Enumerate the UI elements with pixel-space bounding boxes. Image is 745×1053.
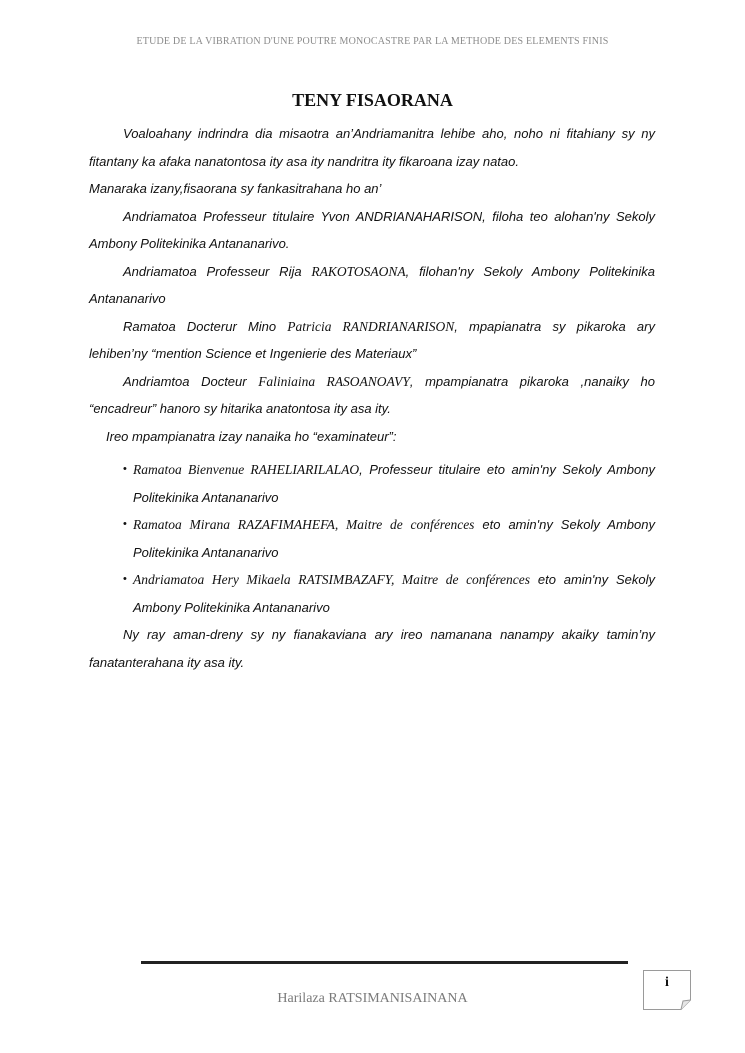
bullet-icon: • [123,518,127,530]
examiner-role: eto amin'ny Sekoly Ambony Politekinika Antananarivo [133,517,655,560]
paragraph-examiners-lead: Ireo mpampianatra izay nanaika ho “examinateur”: [106,428,397,444]
paragraph-mention-head: Ramatoa Docterur Mino Patricia RANDRIANARISON, mpapianatra sy pikaroka ary lehiben’ny “mention Science et Ingenierie des Materiaux” [89,318,655,361]
paragraph-thanks-lead: Manaraka izany,fisaorana sy fankasitrahana ho an’ [89,181,382,196]
bullet-icon: • [123,463,127,475]
footer-author: Harilaza RATSIMANISAINANA [277,991,468,1006]
paragraph-supervisor: Andriamtoa Docteur Faliniaina RASOANOAVY, mpampianatra pikaroka ,nanaiky ho “encadreur” hanoro sy hitarika anatontosa ity asa ity. [89,373,655,416]
list-item [123,456,655,511]
bullet-icon: • [123,573,127,585]
running-header: ETUDE DE LA VIBRATION D'UNE POUTRE MONOCASTRE PAR LA METHODE DES ELEMENTS FINIS [136,36,609,47]
examiner-role: eto amin'ny Sekoly Ambony Politekinika Antananarivo [133,572,655,615]
footer-divider [141,961,628,964]
examiner-name: Ramatoa Bienvenue RAHELIARILALAO [133,462,360,477]
person-name: RAKOTOSAONA [311,263,406,279]
list-item [123,511,655,566]
paragraph-intro: Voaloahany indrindra dia misaotra an’Andriamanitra lehibe aho, noho ni fitahiany sy ny fitantany ka afaka nanatontosa ity asa ity nandritra ity fikaroana izay natao. [89,126,655,169]
paragraph-family: Ny ray aman-dreny sy ny fianakaviana ary ireo namanana nanampy akaiky tamin’ny fanatanterahana ity asa ity. [89,627,655,670]
examiner-name: Andriamatoa Hery Mikaela RATSIMBAZAFY, Maitre de conférences [133,572,531,587]
paragraph-president: Andriamatoa Professeur titulaire Yvon ANDRIANAHARISON, filoha teo alohan'ny Sekoly Ambony Politekinika Antananarivo. [89,208,655,251]
acknowledgements-body [89,120,655,676]
paragraph-director: Andriamatoa Professeur Rija RAKOTOSAONA, filohan'ny Sekoly Ambony Politekinika Antananarivo [89,263,655,306]
examiners-list [89,456,655,621]
examiner-role: , Professeur titulaire eto amin'ny Sekoly Ambony Politekinika Antananarivo [133,462,655,505]
person-name: Patricia RANDRIANARISON [287,318,455,334]
person-name: Faliniaina RASOANOAVY [258,373,410,389]
list-item [123,566,655,621]
page-title: TENY FISAORANA [292,90,453,110]
examiner-name: Ramatoa Mirana RAZAFIMAHEFA, Maitre de conférences [133,517,475,532]
page-number: i [665,975,669,990]
